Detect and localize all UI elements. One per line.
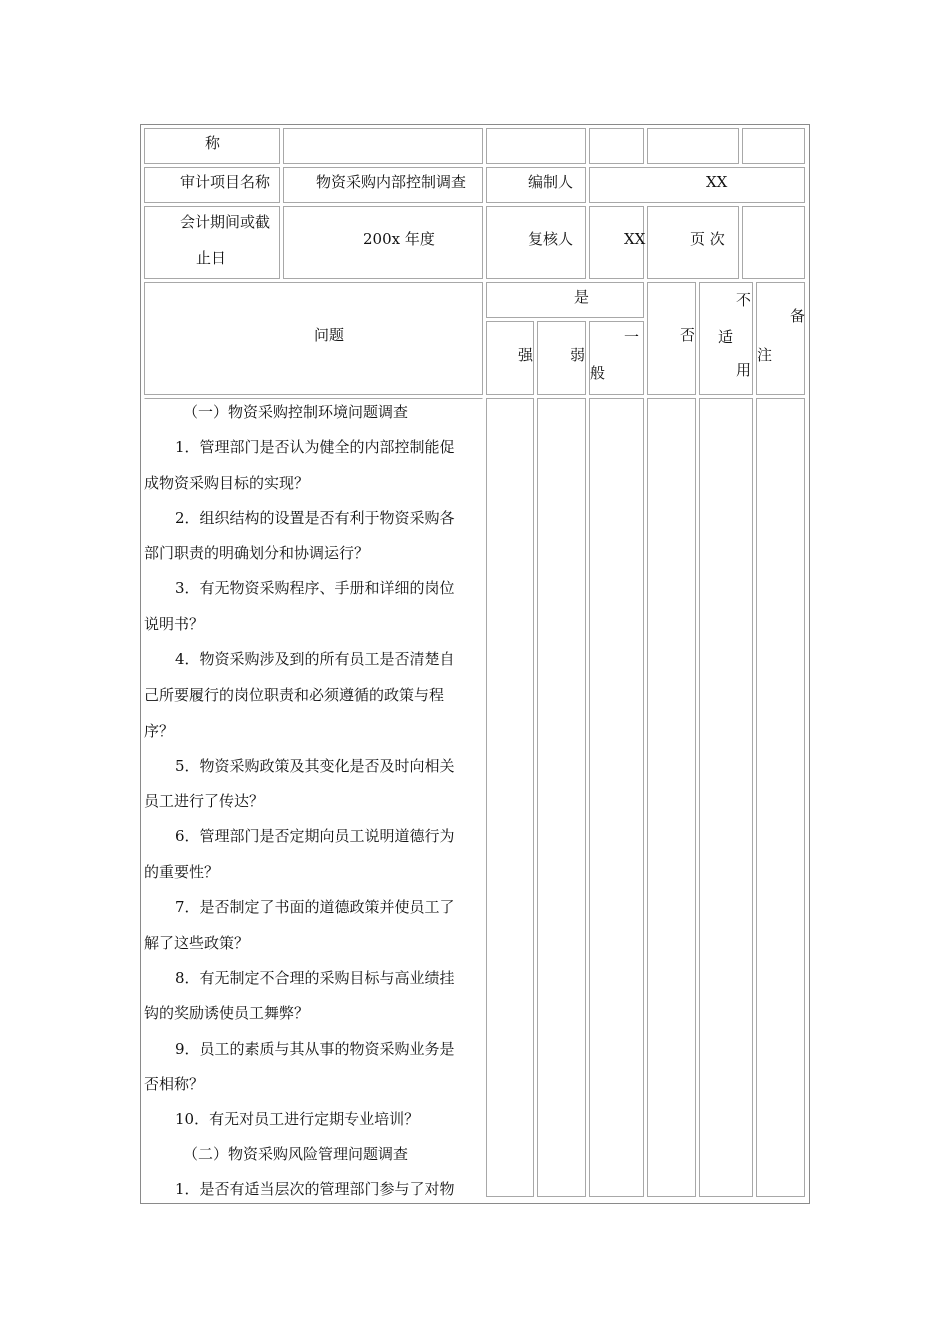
remark-header-1: 备 xyxy=(790,307,806,325)
cell-blank-2 xyxy=(589,128,644,164)
preparer-value: XX xyxy=(706,173,728,191)
cell-name-value xyxy=(283,128,483,164)
no-header: 否 xyxy=(680,326,696,344)
question-line: 员工进行了传达？ xyxy=(144,792,265,810)
question-line: 部门职责的明确划分和协调运行？ xyxy=(144,544,370,562)
cell-preparer-value xyxy=(589,167,805,203)
question-line: 5．物资采购政策及其变化是否及时向相关 xyxy=(175,757,455,775)
period-label-line1: 会计期间或截 xyxy=(180,213,271,231)
question-line: 的重要性？ xyxy=(144,863,220,881)
cell-remark-header xyxy=(756,282,805,395)
cell-yes-header xyxy=(486,282,644,318)
weak-header: 弱 xyxy=(570,346,586,364)
reviewer-label: 复核人 xyxy=(528,230,574,248)
question-line: 9．员工的素质与其从事的物资采购业务是 xyxy=(175,1040,455,1058)
na-header-3: 用 xyxy=(736,361,752,379)
question-line: 1．管理部门是否认为健全的内部控制能促 xyxy=(175,438,455,456)
cell-body-no xyxy=(647,398,696,1197)
question-line: 1．是否有适当层次的管理部门参与了对物 xyxy=(175,1180,455,1198)
question-line: （二）物资采购风险管理问题调查 xyxy=(183,1145,409,1163)
na-header-2: 适 xyxy=(718,328,734,346)
cell-body-na xyxy=(699,398,753,1197)
general-header-1: 一 xyxy=(624,328,640,346)
page-label: 页 次 xyxy=(690,230,725,248)
question-header: 问题 xyxy=(314,326,345,344)
audit-item-label: 审计项目名称 xyxy=(180,173,271,191)
question-line: 4．物资采购涉及到的所有员工是否清楚自 xyxy=(175,650,455,668)
cell-body-weak xyxy=(537,398,586,1197)
reviewer-value: XX xyxy=(624,230,646,248)
question-line: 2．组织结构的设置是否有利于物资采购各 xyxy=(175,509,455,527)
na-header-1: 不 xyxy=(736,291,752,309)
name-label: 称 xyxy=(205,134,221,152)
period-value: 200x 年度 xyxy=(363,230,435,248)
question-line: 10．有无对员工进行定期专业培训？ xyxy=(175,1110,420,1128)
cell-blank-1 xyxy=(486,128,586,164)
question-line: 否相称？ xyxy=(144,1075,205,1093)
question-line: 3．有无物资采购程序、手册和详细的岗位 xyxy=(175,579,455,597)
question-line: 钩的奖励诱使员工舞弊？ xyxy=(144,1004,310,1022)
question-line: 7．是否制定了书面的道德政策并使员工了 xyxy=(175,898,455,916)
audit-item-value: 物资采购内部控制调查 xyxy=(316,173,467,191)
cell-blank-3 xyxy=(647,128,739,164)
question-line: 说明书？ xyxy=(144,615,205,633)
yes-header: 是 xyxy=(574,288,590,306)
cell-body-remark xyxy=(756,398,805,1197)
cell-page-value xyxy=(742,206,805,279)
question-line: 序？ xyxy=(144,722,175,740)
question-line: 6．管理部门是否定期向员工说明道德行为 xyxy=(175,827,455,845)
question-line: 成物资采购目标的实现？ xyxy=(144,474,310,492)
question-line: （一）物资采购控制环境问题调查 xyxy=(183,403,409,421)
period-label-line2: 止日 xyxy=(196,249,227,267)
preparer-label: 编制人 xyxy=(528,173,574,191)
cell-body-general xyxy=(589,398,644,1197)
strong-header: 强 xyxy=(518,346,534,364)
general-header-2: 般 xyxy=(590,364,606,382)
question-line: 8．有无制定不合理的采购目标与高业绩挂 xyxy=(175,969,455,987)
remark-header-2: 注 xyxy=(757,346,773,364)
cell-blank-4 xyxy=(742,128,805,164)
question-line: 己所要履行的岗位职责和必须遵循的政策与程 xyxy=(144,686,445,704)
question-line: 解了这些政策？ xyxy=(144,934,250,952)
